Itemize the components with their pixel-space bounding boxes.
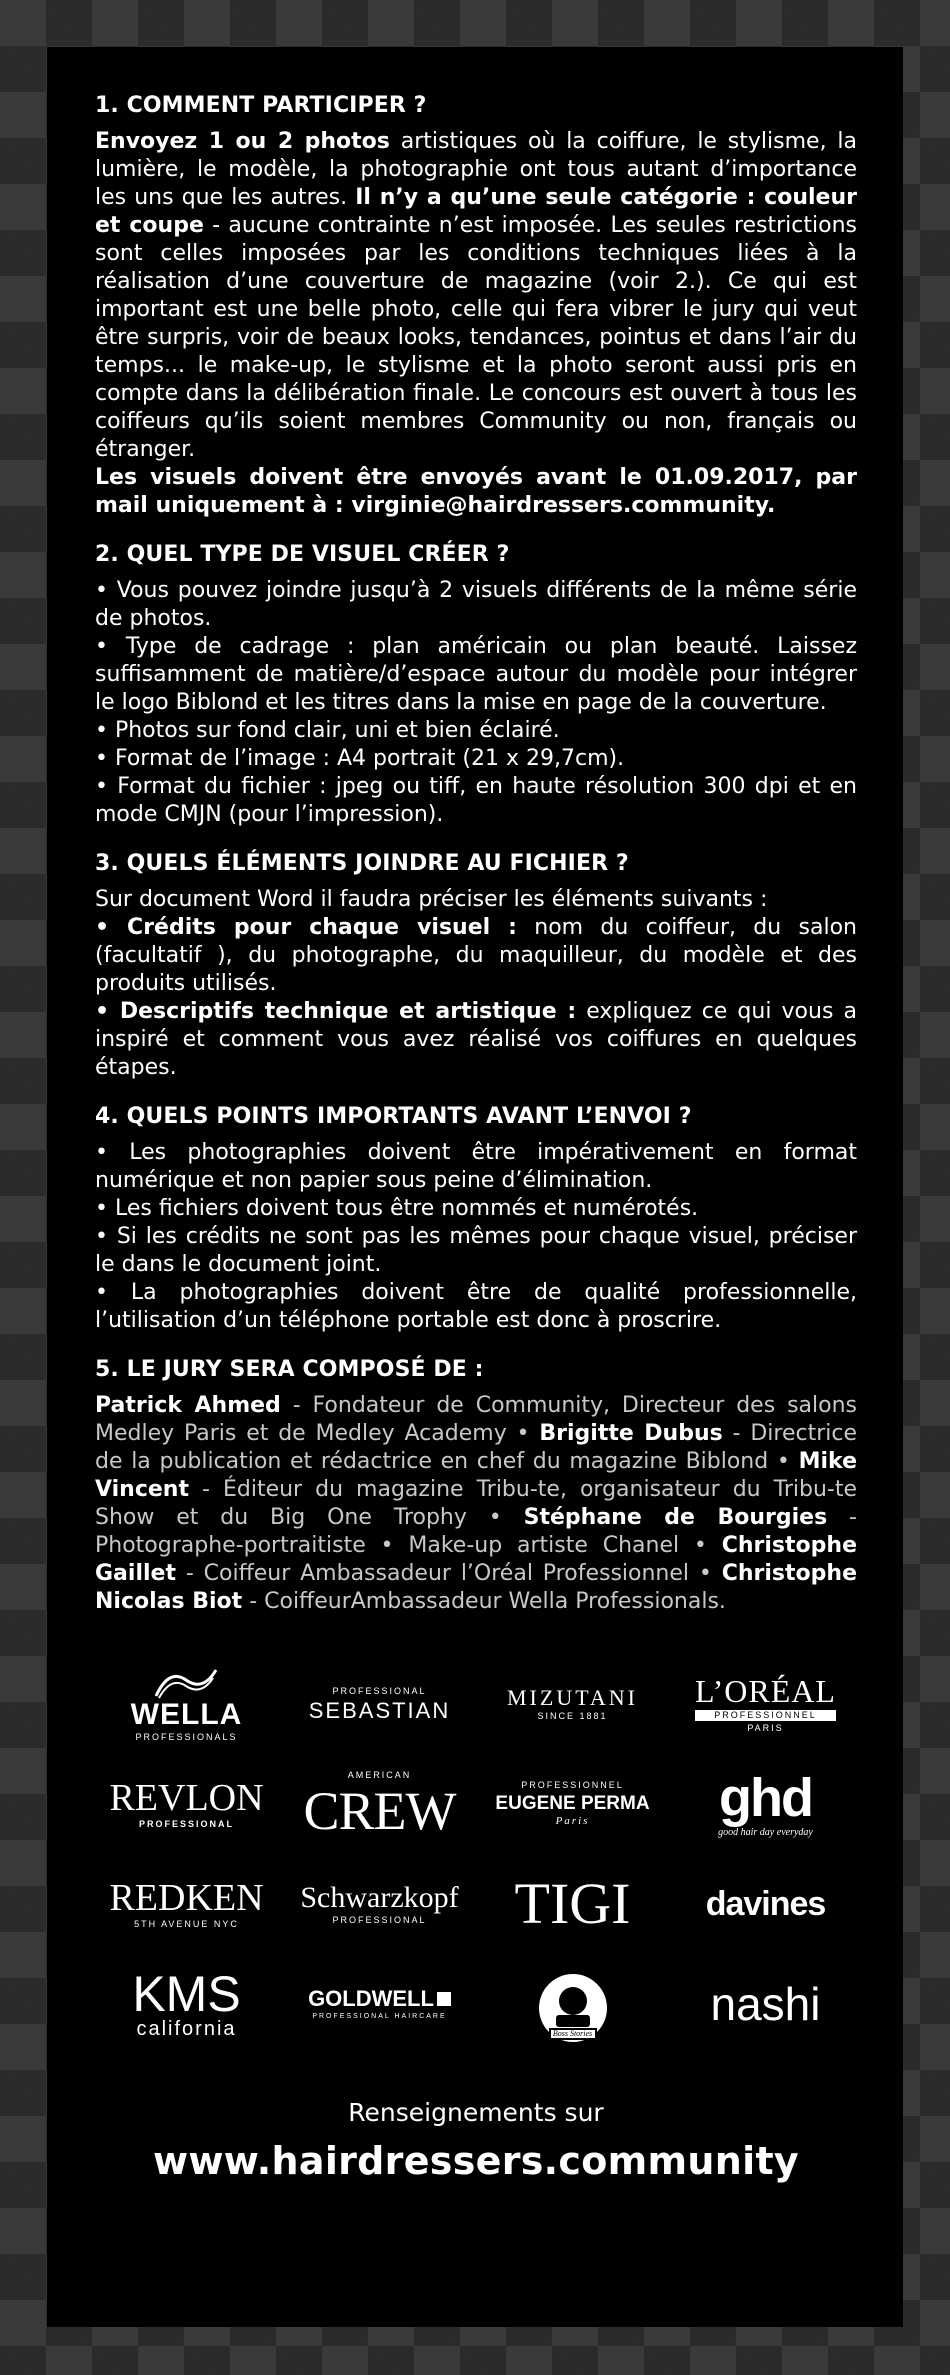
list-item: • Les fichiers doivent tous être nommés et numérotés. — [95, 1196, 699, 1221]
jury-name: Christophe Nicolas Biot — [95, 1561, 857, 1614]
jury-name: Stéphane de Bourgies — [523, 1505, 828, 1530]
ghd-logo: ghd good hair day everyday — [718, 1767, 813, 1838]
section-title: 3. QUELS ÉLÉMENTS JOINDRE AU FICHIER ? — [95, 851, 629, 876]
section-intro: Sur document Word il faudra préciser les éléments suivants : — [95, 887, 768, 912]
list-item: • La photographies doivent être de qualité professionnelle, l’utilisation d’un téléphone portable est donc à proscrire. — [95, 1280, 857, 1333]
footer-info: Renseignements sur — [348, 2098, 604, 2127]
redken-logo: REDKEN 5TH AVENUE NYC — [109, 1877, 264, 1929]
schwarzkopf-logo: Schwarzkopf PROFESSIONAL — [300, 1881, 459, 1925]
list-item: • Format du fichier : jpeg ou tiff, en haute résolution 300 dpi et en mode CMJN (pour l’impression). — [95, 774, 857, 827]
boss-stories-logo: Boss Stories — [536, 1971, 610, 2038]
section-important-points — [95, 1104, 857, 1335]
american-crew-logo: AMERICAN CREW — [303, 1769, 456, 1841]
list-item: • Photos sur fond clair, uni et bien éclairé. — [95, 718, 560, 743]
section-file-elements — [95, 851, 857, 1082]
list-item: • Format de l’image : A4 portrait (21 x 29,7cm). — [95, 746, 625, 771]
wella-logo: WELLA PROFESSIONALS — [131, 1666, 243, 1742]
section-title: 4. QUELS POINTS IMPORTANTS AVANT L’ENVOI ? — [95, 1104, 692, 1129]
section-jury — [95, 1357, 857, 1616]
kms-logo: KMS california — [132, 1966, 241, 2040]
mizutani-logo: MIZUTANI SINCE 1881 — [507, 1685, 638, 1721]
davines-logo: davines — [705, 1885, 826, 1923]
wella-wave-icon — [151, 1666, 221, 1700]
section-title: 1. COMMENT PARTICIPER ? — [95, 93, 427, 118]
eugene-perma-logo: PROFESSIONNEL EUGENE PERMA Paris — [495, 1780, 650, 1827]
loreal-logo: L’ORÉAL PROFESSIONNEL PARIS — [695, 1673, 836, 1733]
jury-list: Patrick Ahmed - Fondateur de Community, Directeur des salons Medley Paris et de Medley Academy • Brigitte Dubus - Directrice de la publication et rédactrice en chef du magazine Biblond • Mike Vincent - Éditeur du magazine Tribu-te, organisateur du Tribu-te Show et du Big One Trophy • Stéphane de Bourgies - Photographe-portraitiste • Make-up artiste Chanel • Christophe Gaillet - Coiffeur Ambassadeur l’Oréal Professionnel • Christophe Nicolas Biot - CoiffeurAmbassadeur Wella Professionals. — [95, 1393, 857, 1614]
sponsor-logos — [95, 1654, 857, 2054]
section-title: 5. LE JURY SERA COMPOSÉ DE : — [95, 1357, 484, 1382]
list-item: • Vous pouvez joindre jusqu’à 2 visuels différents de la même série de photos. — [95, 578, 857, 631]
list-item: • Si les crédits ne sont pas les mêmes pour chaque visuel, préciser le dans le document joint. — [95, 1224, 857, 1277]
list-item: • Les photographies doivent être impérativement en format numérique et non papier sous peine d’élimination. — [95, 1140, 857, 1193]
goldwell-logo: GOLDWELL PROFESSIONAL HAIRCARE — [308, 1988, 451, 2020]
section-how-to-participate — [95, 93, 857, 520]
jury-name: Brigitte Dubus — [539, 1421, 723, 1446]
footer-website-link[interactable]: www.hairdressers.community — [153, 2139, 799, 2183]
footer — [95, 2098, 857, 2183]
section-title: 2. QUEL TYPE DE VISUEL CRÉER ? — [95, 542, 510, 567]
jury-name: Patrick Ahmed — [95, 1393, 281, 1418]
sebastian-logo: PROFESSIONAL SEBASTIAN — [308, 1685, 451, 1723]
section-visual-type — [95, 542, 857, 829]
revlon-logo: REVLON PROFESSIONAL — [109, 1777, 264, 1829]
list-item: • Crédits pour chaque visuel : nom du coiffeur, du salon (facultatif ), du photographe, du maquilleur, du modèle et des produits utilisés. — [95, 915, 857, 996]
content-panel — [47, 47, 903, 2327]
goldwell-square-icon — [437, 1992, 451, 2006]
list-item: • Descriptifs technique et artistique : expliquez ce qui vous a inspiré et comment vous avez réalisé vos coiffures en quelques étapes. — [95, 999, 857, 1080]
section-paragraph: Envoyez 1 ou 2 photos artistiques où la coiffure, le stylisme, la lumière, le modèle, la photographie ont tous autant d’importance les uns que les autres. Il n’y a qu’une seule catégorie : couleur et coupe - aucune contrainte n’est imposée. Les seules restrictions sont celles imposées par les conditions techniques liées à la réalisation d’une couverture de magazine (voir 2.). Ce qui est important est une belle photo, celle qui fera vibrer le jury qui veut être surpris, voir de beaux looks, tendances, pointus et dans l’air du temps... le make-up, le stylisme et la photo seront aussi pris en compte dans la délibération finale. Le concours est ouvert à tous les coiffeurs qu’ils soient membres Community ou non, français ou étranger. — [95, 129, 857, 462]
list-item: • Type de cadrage : plan américain ou plan beauté. Laissez suffisamment de matière/d’espace autour du modèle pour intégrer le logo Biblond et les titres dans la mise en page de la couverture. — [95, 634, 857, 715]
jury-name: Christophe Gaillet — [95, 1533, 857, 1586]
tigi-logo: TIGI — [514, 1871, 631, 1936]
deadline-notice: Les visuels doivent être envoyés avant le 01.09.2017, par mail uniquement à : virginie@hairdressers.community. — [95, 465, 857, 518]
jury-name: Mike Vincent — [95, 1449, 857, 1502]
nashi-logo: nashi — [710, 1978, 821, 2030]
